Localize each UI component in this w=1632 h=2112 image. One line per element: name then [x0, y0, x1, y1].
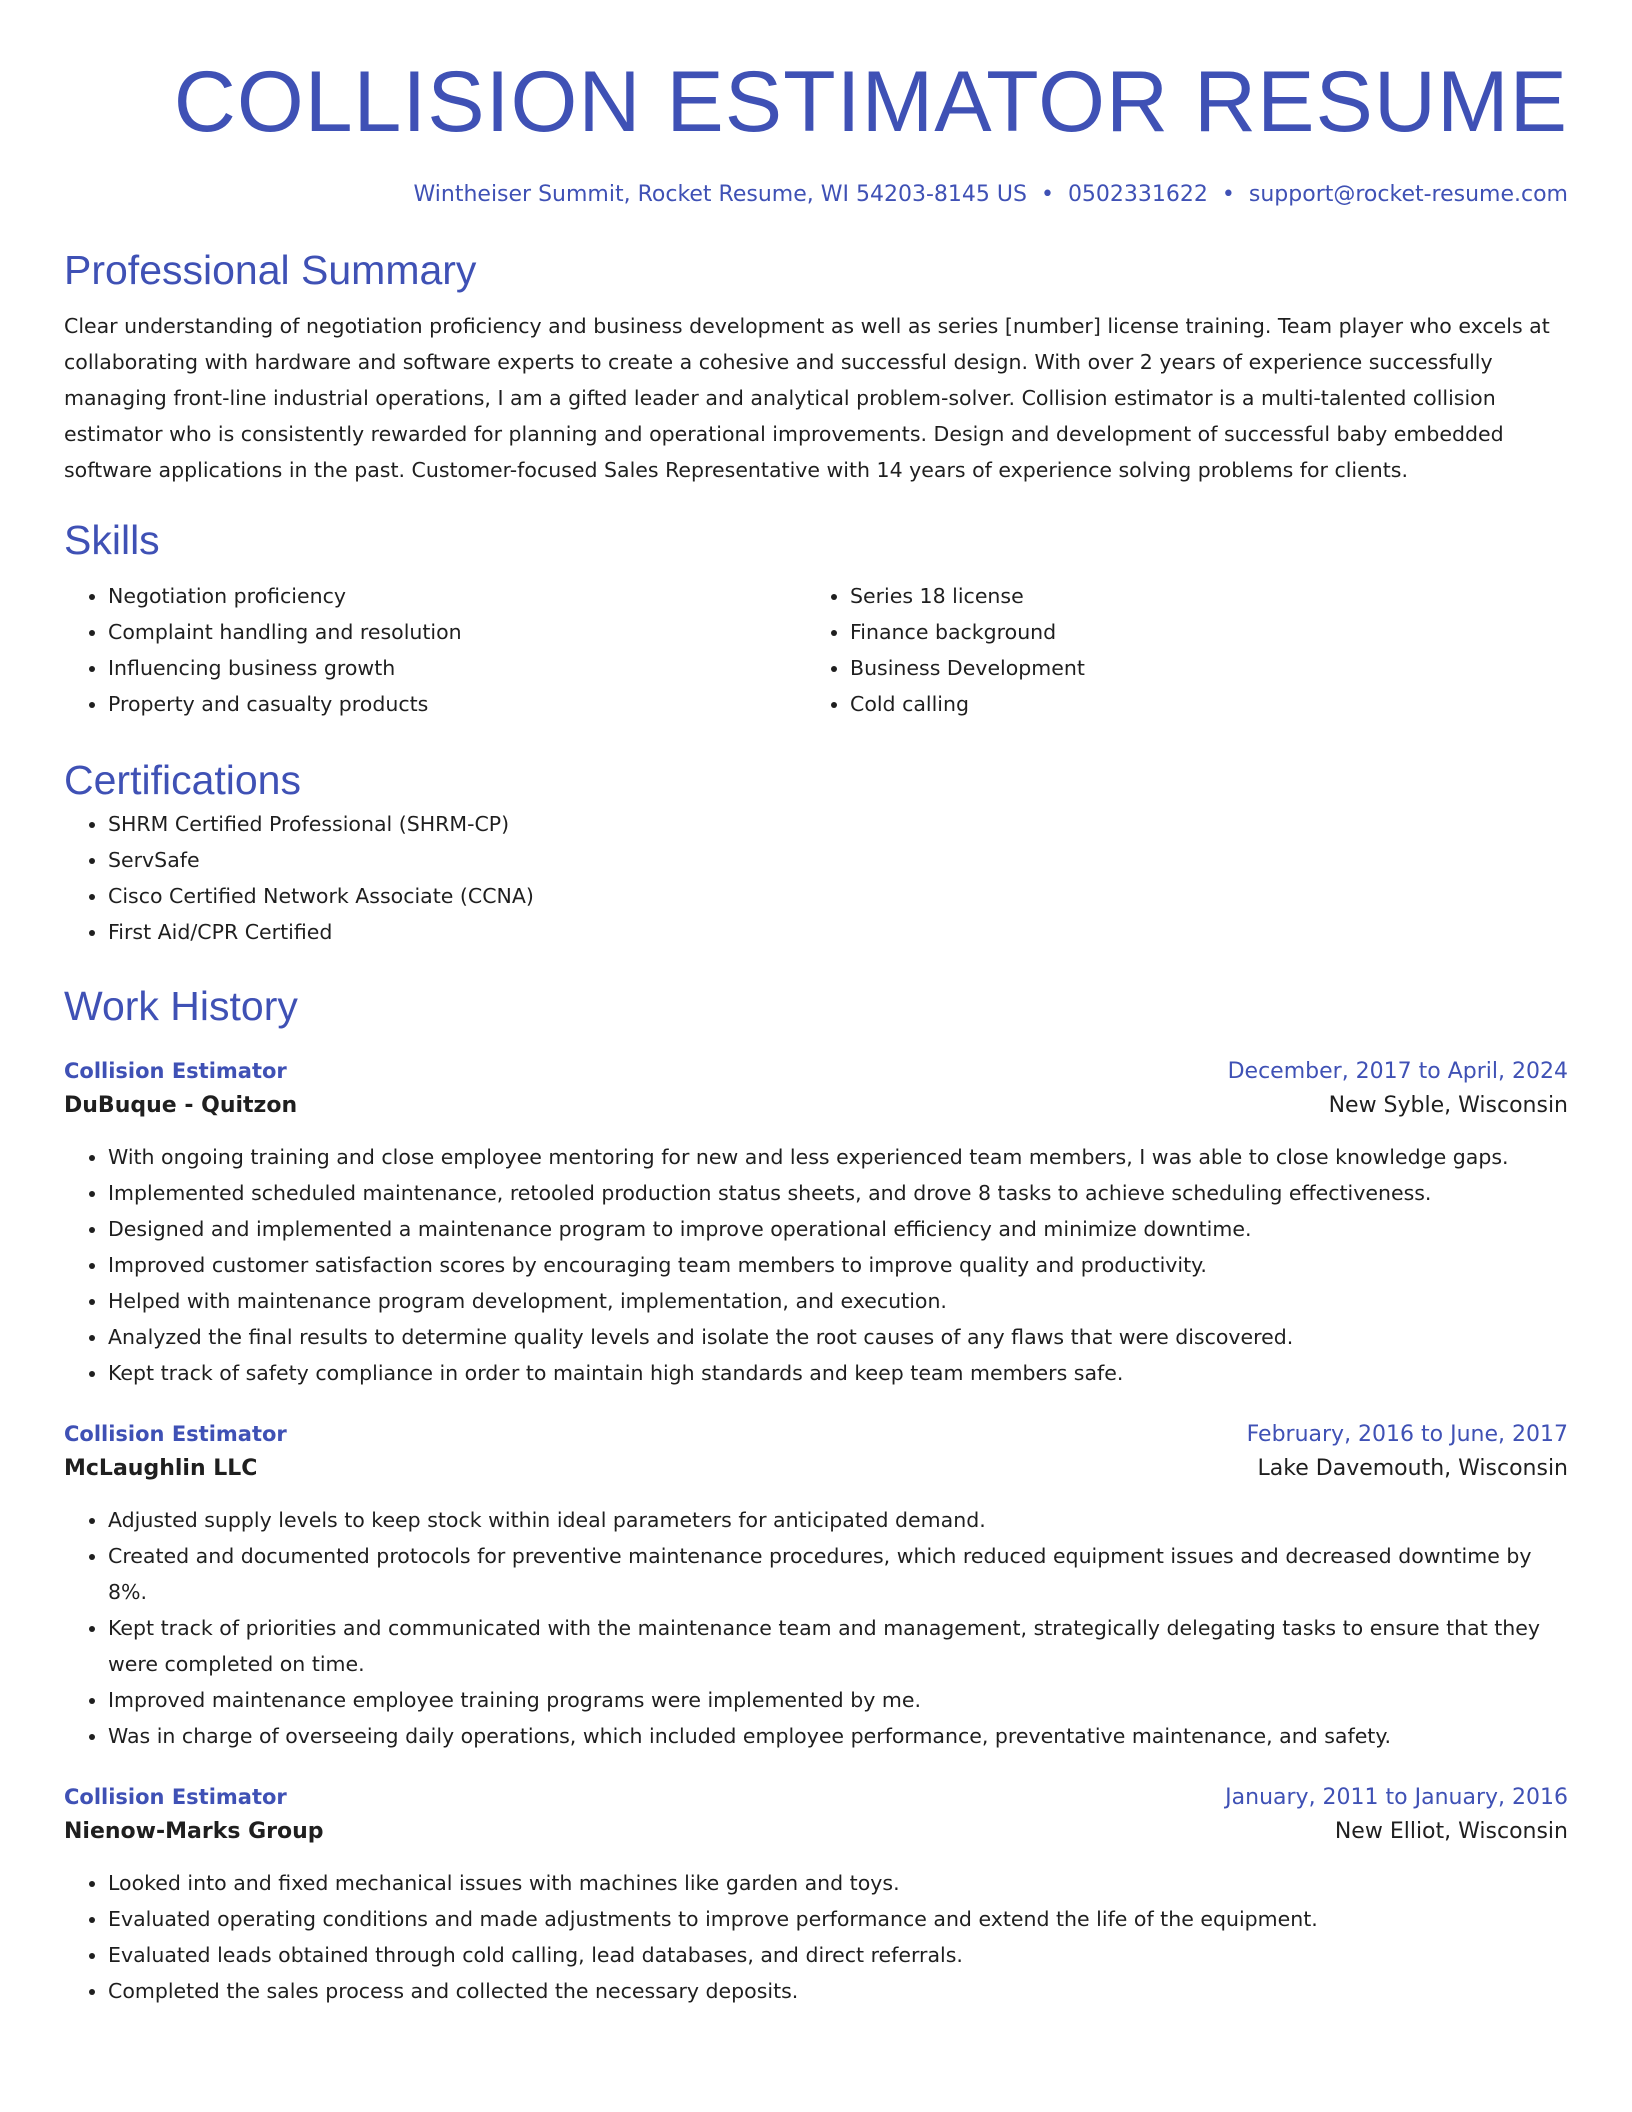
skill-item: • Finance background: [850, 614, 1548, 650]
job-bullet: • Kept track of priorities and communicated with the maintenance team and management, strategically delegating tasks to ensure that they were completed on time.: [108, 1610, 1568, 1682]
job-bullet: • Evaluated operating conditions and made adjustments to improve performance and extend the life of the equipment.: [108, 1901, 1568, 1937]
skill-item: • Influencing business growth: [108, 650, 806, 686]
resume-name: COLLISION ESTIMATOR RESUME: [173, 54, 1568, 150]
job-bullet: • Completed the sales process and collected the necessary deposits.: [108, 1973, 1568, 2009]
job-bullet: • Implemented scheduled maintenance, retooled production status sheets, and drove 8 tasks to achieve scheduling effectiveness.: [108, 1175, 1568, 1211]
section-title-certifications: Certifications: [64, 757, 301, 803]
job-header-row: [64, 1056, 1568, 1087]
job-bullet: • Helped with maintenance program development, implementation, and execution.: [108, 1283, 1568, 1319]
job-company-row: [64, 1813, 1568, 1851]
job-location: Lake Davemouth, Wisconsin: [1257, 1456, 1568, 1481]
job-dates: January, 2011 to January, 2016: [1225, 1785, 1568, 1810]
job-bullet: • Looked into and fixed mechanical issues with machines like garden and toys.: [108, 1865, 1568, 1901]
skill-item: • Negotiation proficiency: [108, 578, 806, 614]
skills-list-left: [64, 578, 806, 722]
job-company: DuBuque - Quitzon: [64, 1093, 298, 1118]
resume-header: [64, 52, 1568, 210]
job-bullet: • Designed and implemented a maintenance program to improve operational efficiency and minimize downtime.: [108, 1211, 1568, 1247]
summary-text: Clear understanding of negotiation proficiency and business development as well as series [number] license training. Team player who excels at collaborating with hardware and software experts to create a cohesive and successful design. With over 2 years of experience successfully managing front-line industrial operations, I am a gifted leader and analytical problem-solver. Collision estimator is a multi-talented collision estimator who is consistently rewarded for planning and operational improvements. Design and development of successful baby embedded software applications in the past. Customer-focused Sales Representative with 14 years of experience solving problems for clients.: [64, 314, 1550, 482]
contact-phone[interactable]: 0502331622: [1067, 182, 1208, 207]
contact-separator: •: [1221, 182, 1235, 207]
job-bullet: • Analyzed the final results to determine quality levels and isolate the root causes of any flaws that were discovered.: [108, 1319, 1568, 1355]
job-entry: [64, 1419, 1568, 1754]
job-dates: December, 2017 to April, 2024: [1227, 1059, 1568, 1084]
job-bullets: [64, 1865, 1568, 2009]
job-bullet: • Adjusted supply levels to keep stock within ideal parameters for anticipated demand.: [108, 1502, 1568, 1538]
contact-email[interactable]: support@rocket-resume.com: [1248, 182, 1568, 207]
contact-line: [64, 180, 1568, 210]
job-entry: [64, 1782, 1568, 2009]
skill-item: • Cold calling: [850, 686, 1548, 722]
section-title-work-history: Work History: [64, 983, 298, 1029]
job-bullet: • Improved customer satisfaction scores by encouraging team members to improve quality and productivity.: [108, 1247, 1568, 1283]
job-header-row: [64, 1419, 1568, 1450]
job-company-row: [64, 1450, 1568, 1488]
job-location: New Elliot, Wisconsin: [1334, 1819, 1568, 1844]
job-location: New Syble, Wisconsin: [1328, 1093, 1568, 1118]
skill-item: • Complaint handling and resolution: [108, 614, 806, 650]
certification-item: • Cisco Certified Network Associate (CCNA): [108, 878, 1568, 914]
job-bullets: [64, 1139, 1568, 1391]
job-bullet: • Created and documented protocols for preventive maintenance procedures, which reduced equipment issues and decreased downtime by 8%.: [108, 1538, 1568, 1610]
job-title: Collision Estimator: [64, 1785, 287, 1809]
certification-item: • SHRM Certified Professional (SHRM-CP): [108, 806, 1568, 842]
job-dates: February, 2016 to June, 2017: [1246, 1422, 1568, 1447]
job-company: Nienow-Marks Group: [64, 1819, 324, 1844]
section-title-summary: Professional Summary: [64, 247, 477, 293]
skill-item: • Series 18 license: [850, 578, 1548, 614]
skill-item: • Business Development: [850, 650, 1548, 686]
job-bullet: • Was in charge of overseeing daily operations, which included employee performance, preventative maintenance, and safety.: [108, 1718, 1568, 1754]
skills-grid: [64, 578, 1568, 722]
job-company-row: [64, 1087, 1568, 1125]
contact-separator: •: [1040, 182, 1054, 207]
certifications-list: [64, 806, 1568, 950]
section-title-skills: Skills: [64, 517, 160, 563]
certification-item: • First Aid/CPR Certified: [108, 914, 1568, 950]
job-header-row: [64, 1782, 1568, 1813]
skill-item: • Property and casualty products: [108, 686, 806, 722]
certification-item: • ServSafe: [108, 842, 1568, 878]
job-company: McLaughlin LLC: [64, 1456, 258, 1481]
job-bullet: • With ongoing training and close employee mentoring for new and less experienced team members, I was able to close knowledge gaps.: [108, 1139, 1568, 1175]
contact-address: Wintheiser Summit, Rocket Resume, WI 54203-8145 US: [413, 182, 1027, 207]
job-entry: [64, 1056, 1568, 1391]
job-title: Collision Estimator: [64, 1059, 287, 1083]
skills-list-right: [806, 578, 1548, 722]
job-bullets: [64, 1502, 1568, 1754]
job-bullet: • Evaluated leads obtained through cold calling, lead databases, and direct referrals.: [108, 1937, 1568, 1973]
job-title: Collision Estimator: [64, 1422, 287, 1446]
job-bullet: • Improved maintenance employee training programs were implemented by me.: [108, 1682, 1568, 1718]
job-bullet: • Kept track of safety compliance in order to maintain high standards and keep team members safe.: [108, 1355, 1568, 1391]
